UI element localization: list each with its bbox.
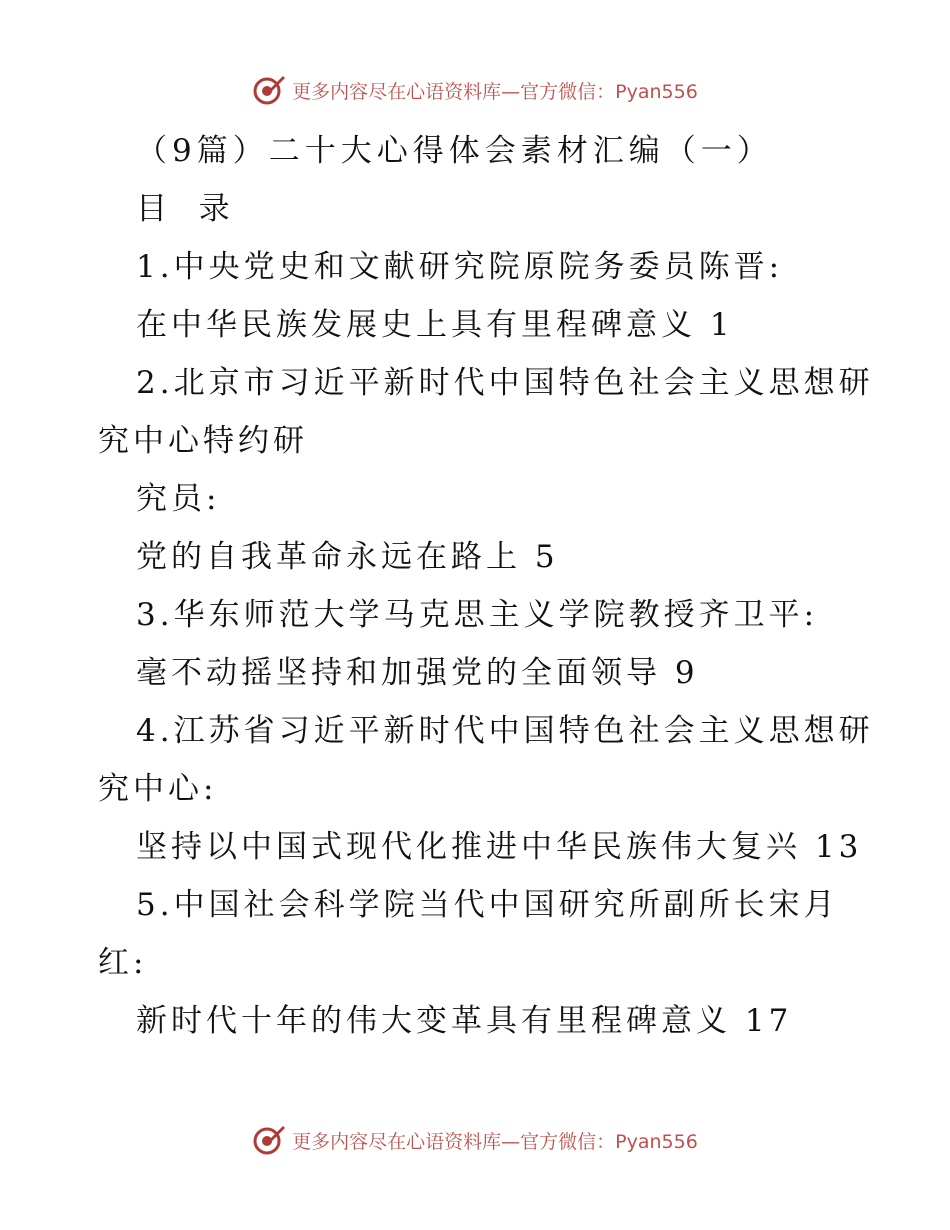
pen-seal-logo-icon — [252, 1123, 286, 1157]
toc-line: 3.华东师范大学马克思主义学院教授齐卫平: — [136, 597, 819, 633]
toc-line: 红: — [98, 945, 148, 981]
banner-library-text: 更多内容尽在心语资料库 — [292, 80, 502, 103]
document-title: （9篇）二十大心得体会素材汇编（一） — [136, 133, 773, 169]
toc-line: 在中华民族发展史上具有里程碑意义 1 — [136, 307, 734, 343]
header-banner — [0, 70, 950, 110]
banner-separator: — — [501, 80, 521, 103]
footer-banner — [0, 1120, 950, 1160]
toc-line: 党的自我革命永远在路上 5 — [136, 539, 559, 575]
toc-line: 新时代十年的伟大变革具有里程碑意义 17 — [136, 1003, 793, 1039]
banner-library-text: 更多内容尽在心语资料库 — [292, 1130, 502, 1153]
banner-wechat-text: 官方微信：Pyan556 — [520, 1130, 698, 1153]
toc-line: 究中心特约研 — [98, 423, 308, 459]
banner-separator: — — [501, 1130, 521, 1153]
toc-line: 坚持以中国式现代化推进中华民族伟大复兴 13 — [136, 829, 863, 865]
pen-seal-logo-icon — [252, 73, 286, 107]
toc-line: 1.中央党史和文献研究院原院务委员陈晋: — [136, 249, 784, 285]
banner-wechat-text: 官方微信：Pyan556 — [520, 80, 698, 103]
document-body — [98, 122, 874, 1050]
banner-text — [292, 1127, 698, 1154]
banner-text — [292, 77, 698, 104]
toc-line: 究员: — [136, 481, 221, 517]
toc-heading: 目 录 — [136, 191, 234, 227]
toc-line: 毫不动摇坚持和加强党的全面领导 9 — [136, 655, 699, 691]
toc-line: 2.北京市习近平新时代中国特色社会主义思想研 — [136, 365, 874, 401]
toc-line: 5.中国社会科学院当代中国研究所副所长宋月 — [136, 887, 839, 923]
toc-line: 4.江苏省习近平新时代中国特色社会主义思想研 — [136, 713, 874, 749]
toc-line: 究中心: — [98, 771, 218, 807]
